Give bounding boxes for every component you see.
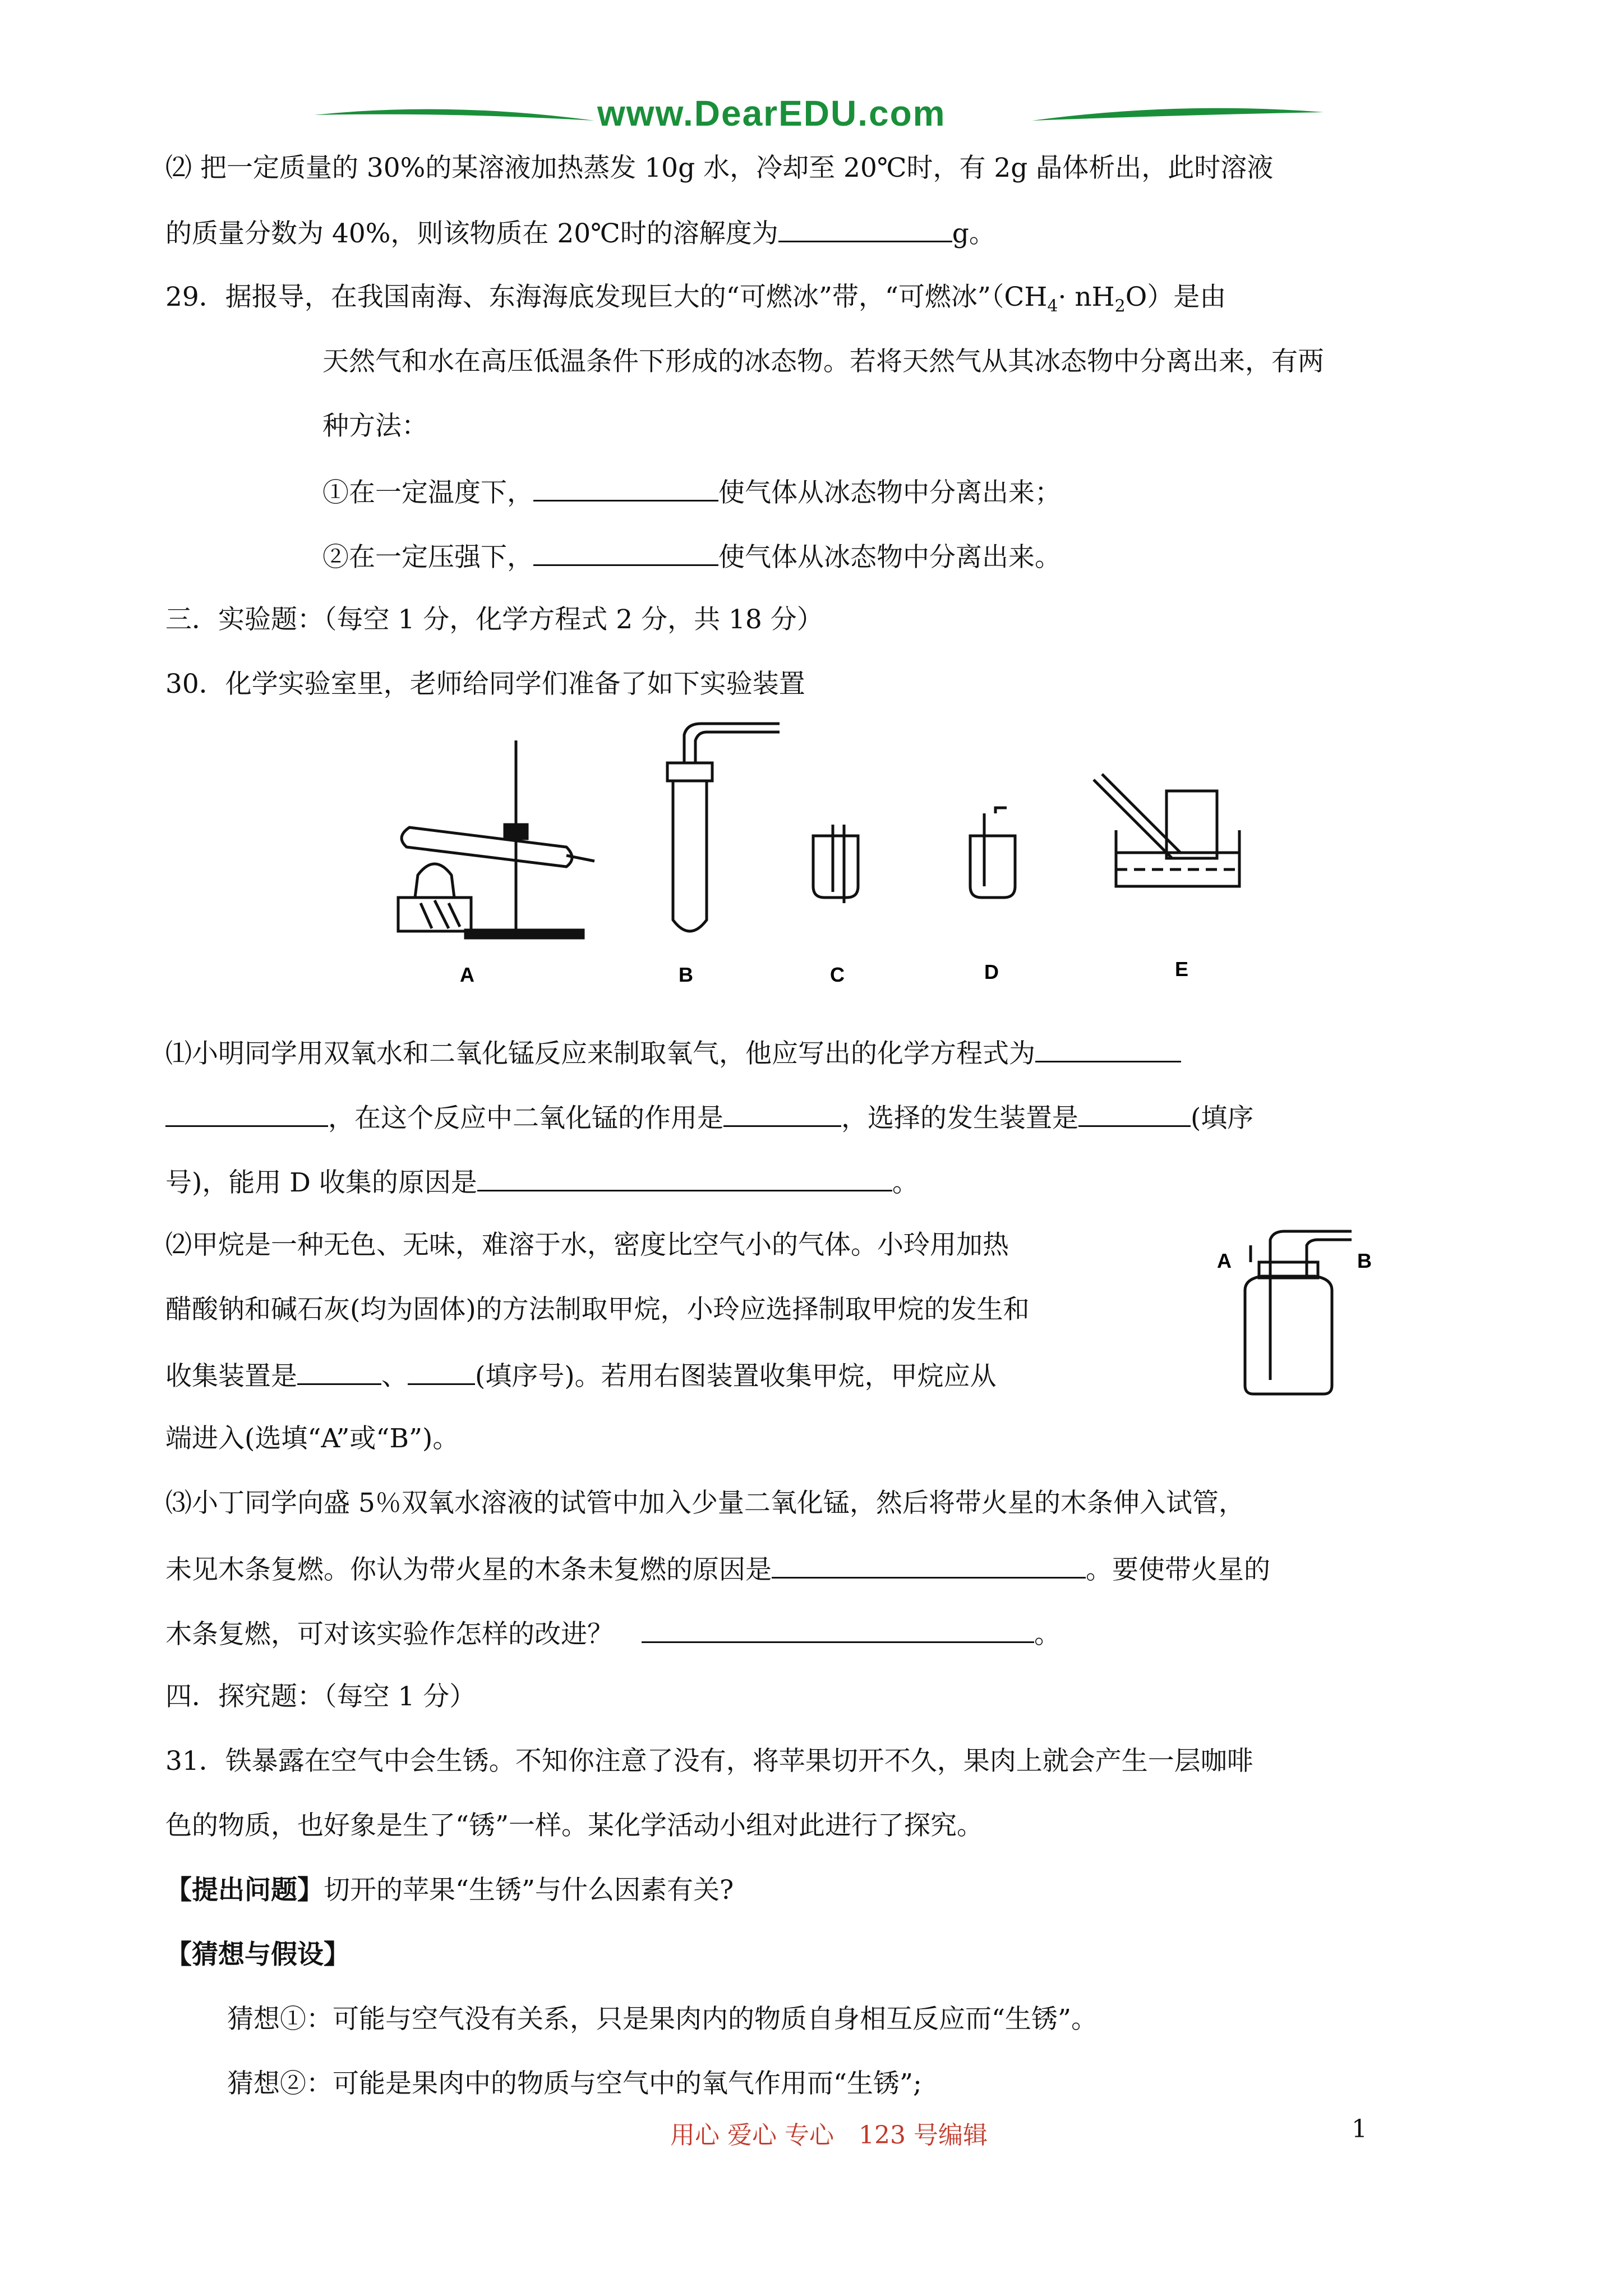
- apparatus-label-d: D: [984, 960, 999, 983]
- text-line: ⑴小明同学用双氧水和二氧化锰反应来制取氧气，他应写出的化学方程式为: [165, 1035, 1181, 1071]
- text-line: ①在一定温度下， 使气体从冰态物中分离出来；: [322, 474, 1061, 510]
- text-line: 的质量分数为 40%，则该物质在 20℃时的溶解度为 g。: [165, 215, 995, 251]
- question-29: 29．据报导，在我国南海、东海海底发现巨大的“可燃冰”带，“可燃冰$”(CH_4\cdot nH_2O)$是由: [165, 282, 1227, 316]
- apparatus-label-c: C: [830, 963, 845, 986]
- text-line: ⑶小丁同学向盛 5％双氧水溶液的试管中加入少量二氧化锰，然后将带火星的木条伸入试管，: [165, 1488, 1245, 1519]
- apparatus-label-b: B: [679, 963, 693, 986]
- bottle-label-b: B: [1357, 1249, 1372, 1272]
- text-line: 种方法：: [322, 411, 428, 441]
- text-line: 天然气和水在高压低温条件下形成的冰态物。若将天然气从其冰态物中分离出来，有两: [322, 346, 1324, 377]
- text-line: 猜想①：可能与空气没有关系，只是果肉内的物质自身相互反应而“生锈”。: [227, 2004, 1098, 2035]
- section-heading: 三．实验题：（每空 1 分，化学方程式 2 分，共 18 分）: [165, 604, 823, 635]
- text-line: 猜想②：可能是果肉中的物质与空气中的氧气作用而“生锈”;: [227, 2068, 922, 2099]
- footer-editor: 用心 爱心 专心 123 号编辑: [670, 2121, 988, 2150]
- text-line: 收集装置是 、 (填序号)。若用右图装置收集甲烷，甲烷应从: [165, 1358, 997, 1393]
- subheading: 【猜想与假设】: [165, 1939, 350, 1970]
- text-line: 木条复燃，可对该实验作怎样的改进？ 。: [165, 1616, 1061, 1651]
- text-line: 号)，能用 D 收集的原因是 。: [165, 1164, 919, 1200]
- gas-bottle-figure: [1206, 1223, 1385, 1402]
- text-line: 【提出问题】切开的苹果“生锈”与什么因素有关?: [165, 1875, 734, 1906]
- apparatus-label-a: A: [460, 963, 474, 986]
- text-line: 端进入(选填“A”或“B”)。: [165, 1423, 459, 1454]
- text-line: 色的物质，也好象是生了“锈”一样。某化学活动小组对此进行了探究。: [165, 1810, 984, 1841]
- bottle-label-a: A: [1217, 1249, 1232, 1272]
- question-31: 31．铁暴露在空气中会生锈。不知你注意了没有，将苹果切开不久，果肉上就会产生一层咖啡: [165, 1746, 1253, 1777]
- section-heading: 四．探究题：（每空 1 分）: [165, 1681, 476, 1712]
- text-line: ，在这个反应中二氧化锰的作用是 ，选择的发生装置是 (填序: [165, 1099, 1253, 1135]
- apparatus-label-e: E: [1175, 958, 1189, 981]
- text-line: 未见木条复燃。你认为带火星的木条未复燃的原因是 。要使带火星的: [165, 1551, 1270, 1587]
- question-30: 30．化学实验室里，老师给同学们准备了如下实验装置: [165, 669, 805, 700]
- text-line: ⑵ 把一定质量的 30%的某溶液加热蒸发 10g 水，冷却至 20℃时，有 2g 晶体析出，此时溶液: [165, 153, 1274, 183]
- text-line: ②在一定压强下， 使气体从冰态物中分离出来。: [322, 539, 1061, 574]
- apparatus-figure: [387, 718, 1509, 999]
- text-line: 醋酸钠和碱石灰(均为固体)的方法制取甲烷，小玲应选择制取甲烷的发生和: [165, 1294, 1030, 1325]
- text-line: ⑵甲烷是一种无色、无味，难溶于水，密度比空气小的气体。小玲用加热: [165, 1230, 1009, 1260]
- site-logo: www.DearEDU.com: [597, 93, 946, 134]
- page-number: 1: [1352, 2115, 1367, 2143]
